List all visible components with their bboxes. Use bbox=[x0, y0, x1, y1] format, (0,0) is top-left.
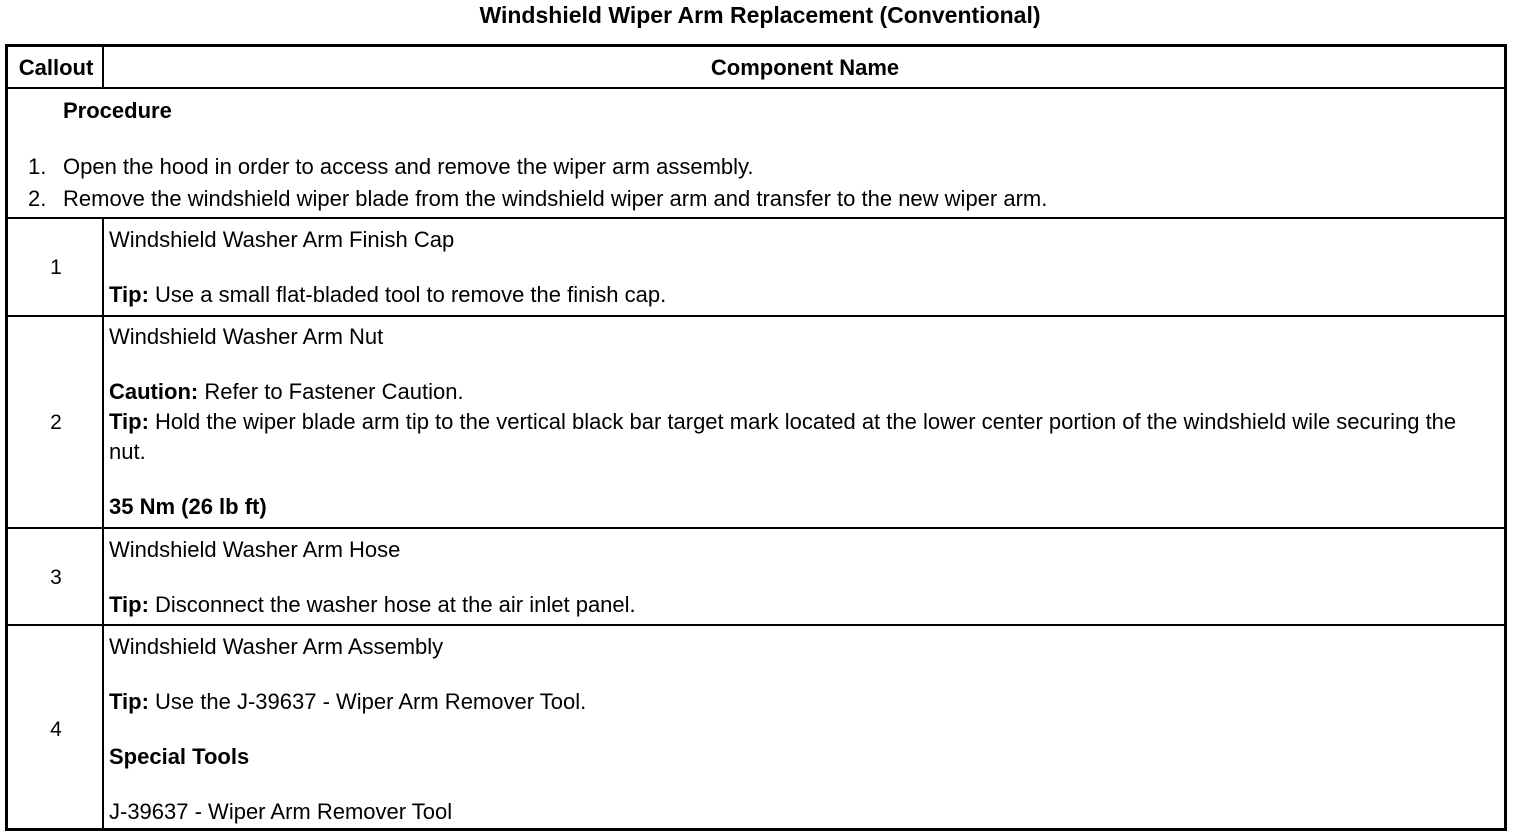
header-divider bbox=[102, 47, 104, 89]
torque-spec: 35 Nm (26 lb ft) bbox=[109, 494, 267, 519]
component-name: Windshield Washer Arm Nut bbox=[109, 324, 384, 349]
step-number: 2. bbox=[28, 186, 47, 211]
row-rule bbox=[8, 315, 1504, 317]
row-rule bbox=[8, 624, 1504, 626]
row-rule bbox=[8, 217, 1504, 219]
component-cell bbox=[109, 322, 1498, 522]
tip-label: Tip: bbox=[109, 282, 149, 307]
tip-text bbox=[109, 590, 1498, 620]
special-tools-heading: Special Tools bbox=[109, 744, 250, 769]
tip-body: Use the J-39637 - Wiper Arm Remover Tool. bbox=[148, 689, 587, 714]
caution-text bbox=[109, 377, 1498, 407]
callout-number: 3 bbox=[50, 566, 62, 589]
component-cell bbox=[109, 535, 1498, 620]
component-table bbox=[5, 44, 1507, 831]
tip-body: Hold the wiper blade arm tip to the vertical black bar target mark located at the lower center portion of the windshield wile securing the nut. bbox=[109, 409, 1457, 464]
tip-text bbox=[109, 407, 1498, 467]
component-cell bbox=[109, 225, 1498, 310]
tip-label: Tip: bbox=[109, 689, 149, 714]
callout-number: 2 bbox=[50, 411, 62, 434]
step-text: Remove the windshield wiper blade from the windshield wiper arm and transfer to the new wiper arm. bbox=[63, 186, 1048, 211]
component-name: Windshield Washer Arm Hose bbox=[109, 537, 401, 562]
step-number: 1. bbox=[28, 154, 47, 179]
tip-body: Use a small flat-bladed tool to remove the finish cap. bbox=[148, 282, 667, 307]
callout-number: 4 bbox=[50, 718, 62, 741]
component-name-column-header: Component Name bbox=[710, 55, 900, 80]
callout-number: 1 bbox=[50, 256, 62, 279]
procedure-heading: Procedure bbox=[63, 98, 172, 123]
tip-label: Tip: bbox=[109, 409, 149, 434]
tip-body: Disconnect the washer hose at the air inlet panel. bbox=[148, 592, 636, 617]
caution-body: Refer to Fastener Caution. bbox=[198, 379, 464, 404]
tip-text bbox=[109, 687, 1498, 717]
component-name: Windshield Washer Arm Assembly bbox=[109, 634, 444, 659]
caution-label: Caution: bbox=[109, 379, 199, 404]
step-text: Open the hood in order to access and remove the wiper arm assembly. bbox=[63, 154, 754, 179]
header-rule bbox=[8, 87, 1504, 89]
component-name: Windshield Washer Arm Finish Cap bbox=[109, 227, 455, 252]
special-tool-item: J-39637 - Wiper Arm Remover Tool bbox=[109, 799, 453, 824]
callout-column-header: Callout bbox=[18, 55, 94, 80]
tip-label: Tip: bbox=[109, 592, 149, 617]
row-rule bbox=[8, 527, 1504, 529]
tip-text bbox=[109, 280, 1498, 310]
component-cell bbox=[109, 632, 1498, 827]
document-title: Windshield Wiper Arm Replacement (Conventional) bbox=[479, 2, 1041, 28]
